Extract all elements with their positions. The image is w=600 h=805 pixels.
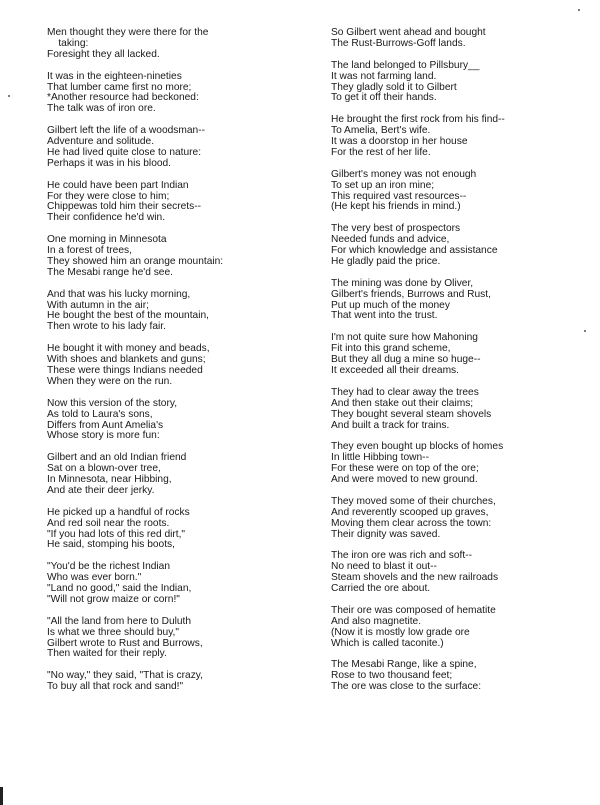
poem-line: And also magnetite. [331, 615, 422, 627]
poem-line: Rose to two thousand feet; [331, 670, 453, 682]
poem-line: The talk was of iron ore. [47, 103, 156, 115]
poem-line: Steam shovels and the new railroads [331, 572, 499, 584]
poem-stanza [331, 660, 591, 693]
poem-stanza [47, 235, 317, 279]
poem-stanza [47, 126, 317, 170]
poem-line: They showed him an orange mountain: [47, 255, 224, 267]
scan-edge-mark [0, 787, 3, 805]
poem-line: Sat on a blown-over tree, [47, 463, 161, 475]
poem-line: Their confidence he'd win. [47, 212, 166, 224]
poem-line: They gladly sold it to Gilbert [331, 81, 457, 93]
poem-line: Men thought they were there for the [47, 27, 209, 38]
poem-line: Needed funds and advice, [331, 234, 450, 246]
scan-speck [584, 330, 586, 332]
poem-line: Perhaps it was in his blood. [47, 157, 172, 169]
poem-stanza [47, 617, 317, 661]
poem-stanza [47, 72, 317, 116]
poem-line: "Land no good," said the Indian, [47, 583, 192, 595]
poem-line: He could have been part Indian [47, 179, 189, 191]
poem-stanza [47, 399, 317, 443]
poem-line: For the rest of her life. [331, 146, 431, 158]
poem-line: "All the land from here to Duluth [47, 615, 192, 627]
poem-line: Now this version of the story, [47, 397, 178, 409]
scan-speck [578, 9, 580, 11]
poem-line: In Minnesota, near Hibbing, [47, 474, 172, 486]
poem-line: He gladly paid the price. [331, 255, 441, 267]
poem-line: No need to blast it out-- [331, 561, 437, 573]
poem-line: One morning in Minnesota [47, 234, 167, 246]
poem-line: The land belonged to Pillsbury__ [331, 59, 480, 71]
right-poem-column [331, 28, 591, 704]
poem-line: Gilbert left the life of a woodsman-- [47, 125, 205, 137]
poem-line: To set up an iron mine; [331, 179, 435, 191]
poem-line: They moved some of their churches, [331, 495, 496, 507]
poem-stanza [331, 551, 591, 595]
poem-stanza [331, 333, 591, 377]
poem-line: They even bought up blocks of homes [331, 441, 504, 453]
poem-line: Their dignity was saved. [331, 528, 441, 540]
poem-stanza [331, 224, 591, 268]
poem-line: Differs from Aunt Amelia's [47, 419, 164, 431]
poem-line: Chippewas told him their secrets-- [47, 201, 202, 213]
poem-line: And then stake out their claims; [331, 397, 474, 409]
poem-stanza [47, 671, 317, 693]
poem-line: He bought it with money and beads, [47, 343, 210, 355]
poem-line: He had lived quite close to nature: [47, 146, 202, 158]
poem-line: They had to clear away the trees [331, 386, 479, 398]
poem-line: Is what we three should buy," [47, 626, 179, 638]
poem-line: The very best of prospectors [331, 223, 461, 235]
poem-line: Their ore was composed of hematite [331, 604, 496, 616]
poem-stanza [47, 344, 317, 388]
poem-line: It was not farming land. [331, 70, 437, 82]
poem-line: When they were on the run. [47, 375, 173, 387]
poem-line: To get it off their hands. [331, 92, 437, 104]
poem-line: And ate their deer jerky. [47, 484, 155, 496]
poem-line: For they were close to him; [47, 190, 170, 202]
poem-stanza [331, 28, 591, 50]
poem-line: And red soil near the roots. [47, 517, 170, 529]
poem-line: They bought several steam shovels [331, 408, 492, 420]
poem-line: (He kept his friends in mind.) [331, 201, 461, 213]
poem-line: In a forest of trees, [47, 245, 132, 257]
poem-stanza [331, 606, 591, 650]
poem-line: And built a track for trains. [331, 419, 450, 431]
poem-line: Then waited for their reply. [47, 648, 167, 660]
poem-stanza [47, 453, 317, 497]
poem-stanza [331, 388, 591, 432]
poem-stanza [47, 290, 317, 334]
poem-line: Gilbert's money was not enough [331, 168, 477, 180]
poem-line: Which is called taconite.) [331, 637, 444, 649]
poem-stanza [47, 508, 317, 552]
poem-line: That lumber came first no more; [47, 81, 192, 93]
poem-line: To buy all that rock and sand!" [47, 681, 184, 693]
poem-line: He said, stomping his boots, [47, 539, 175, 551]
poem-line: With autumn in the air; [47, 299, 149, 311]
poem-line: "Will not grow maize or corn!" [47, 593, 180, 605]
poem-line: I'm not quite sure how Mahoning [331, 332, 478, 344]
poem-line: So Gilbert went ahead and bought [331, 27, 486, 38]
poem-line: And reverently scooped up graves, [331, 506, 489, 518]
poem-line: He picked up a handful of rocks [47, 506, 190, 518]
poem-line: *Another resource had beckoned: [47, 92, 199, 104]
poem-line: Moving them clear across the town: [331, 517, 492, 529]
poem-stanza [331, 442, 591, 486]
poem-line: Adventure and solitude. [47, 136, 155, 148]
poem-line: Carried the ore about. [331, 583, 431, 595]
poem-stanza [331, 170, 591, 214]
poem-line: The iron ore was rich and soft-- [331, 550, 472, 562]
poem-line: In little Hibbing town-- [331, 452, 429, 464]
poem-line: For these were on top of the ore; [331, 463, 479, 475]
poem-line: It was in the eighteen-nineties [47, 70, 182, 82]
poem-line: The Mesabi range he'd see. [47, 266, 173, 278]
left-poem-column [47, 28, 317, 704]
poem-line: With shoes and blankets and guns; [47, 354, 206, 366]
poem-line: These were things Indians needed [47, 365, 203, 376]
poem-line: That went into the trust. [331, 310, 438, 322]
poem-line: "If you had lots of this red dirt," [47, 528, 186, 540]
poem-line: (Now it is mostly low grade ore [331, 626, 470, 638]
poem-line: This required vast resources-- [331, 190, 467, 202]
poem-stanza [331, 497, 591, 541]
poem-line: He bought the best of the mountain, [47, 310, 209, 322]
poem-line: The Rust-Burrows-Goff lands. [331, 37, 466, 49]
poem-line: And that was his lucky morning, [47, 288, 191, 300]
poem-stanza [331, 115, 591, 159]
scan-speck [8, 95, 10, 97]
poem-line: As told to Laura's sons, [47, 408, 153, 420]
poem-line: It was a doorstop in her house [331, 136, 468, 148]
poem-stanza [331, 279, 591, 323]
poem-stanza [47, 181, 317, 225]
poem-line: He brought the first rock from his find-- [331, 114, 505, 126]
poem-line: The ore was close to the surface: [331, 681, 482, 693]
poem-line: Foresight they all lacked. [47, 48, 160, 60]
poem-line: "You'd be the richest Indian [47, 561, 170, 573]
poem-line: But they all dug a mine so huge-- [331, 354, 481, 366]
poem-line: The Mesabi Range, like a spine, [331, 659, 477, 671]
poem-line: Gilbert's friends, Burrows and Rust, [331, 288, 491, 300]
poem-line: And were moved to new ground. [331, 474, 478, 486]
poem-stanza [47, 28, 317, 61]
poem-line: For which knowledge and assistance [331, 245, 498, 257]
poem-stanza [47, 562, 317, 606]
poem-line: Put up much of the money [331, 299, 450, 311]
poem-line: Gilbert and an old Indian friend [47, 452, 187, 464]
poem-line: taking: [47, 37, 89, 49]
poem-line: The mining was done by Oliver, [331, 277, 474, 289]
poem-line: Gilbert wrote to Rust and Burrows, [47, 637, 203, 649]
poem-line: "No way," they said, "That is crazy, [47, 670, 203, 682]
poem-line: It exceeded all their dreams. [331, 365, 459, 376]
poem-line: Then wrote to his lady fair. [47, 321, 166, 333]
poem-line: Who was ever born." [47, 572, 142, 584]
poem-line: To Amelia, Bert's wife. [331, 125, 431, 137]
poem-line: Fit into this grand scheme, [331, 343, 451, 355]
poem-line: Whose story is more fun: [47, 430, 160, 442]
poem-stanza [331, 61, 591, 105]
